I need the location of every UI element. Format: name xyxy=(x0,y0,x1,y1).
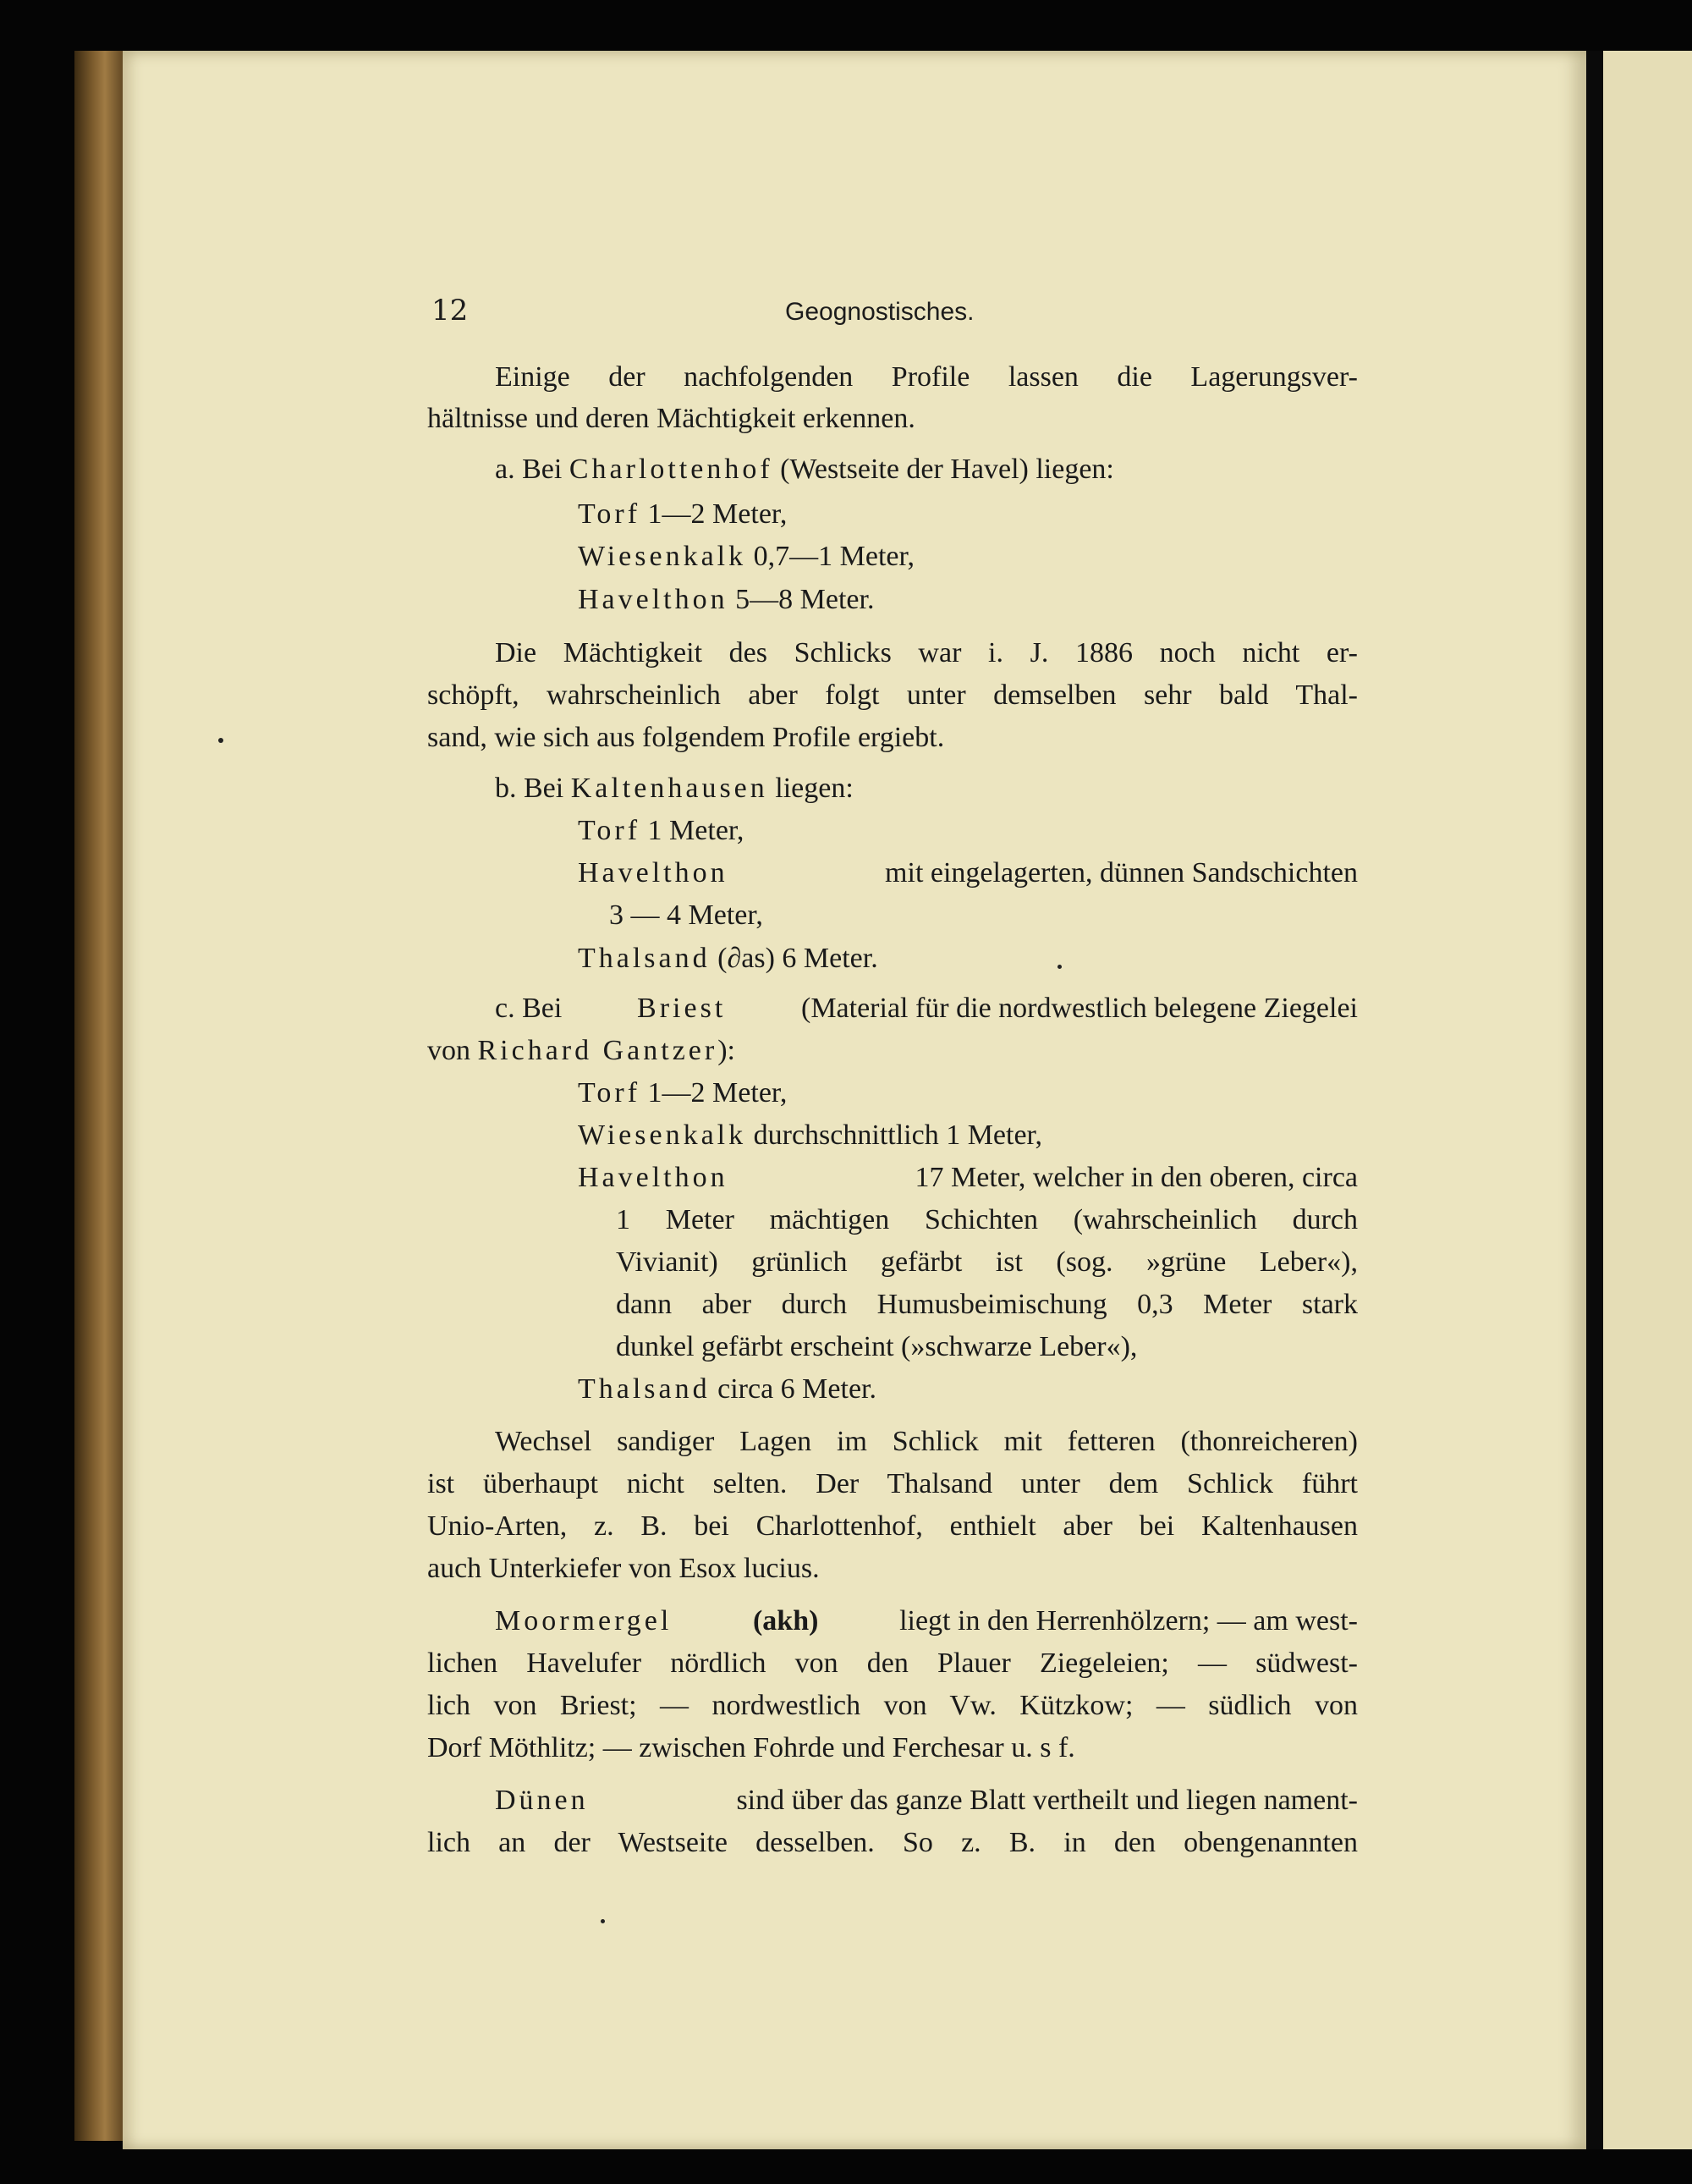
text-line: hältnisse und deren Mächtigkeit erkennen. xyxy=(427,403,915,434)
layer-value: 17 Meter, welcher in den oberen, circa xyxy=(915,1162,1358,1193)
layer-value: (∂as) 6 Meter. xyxy=(717,943,878,974)
text-line: 1 Meter mächtigen Schichten (wahrscheinlich durch xyxy=(616,1204,1358,1235)
section-rest: ): xyxy=(717,1035,736,1066)
section-c-line2 xyxy=(427,1031,735,1070)
layer-term: Wiesenkalk xyxy=(578,1120,747,1151)
place-name: Charlottenhof xyxy=(569,454,773,485)
section-rest: (Material für die nordwestlich belegene Ziegelei xyxy=(801,993,1358,1024)
layer-term: Havelthon xyxy=(578,584,728,615)
text-line: schöpft, wahrscheinlich aber folgt unter demselben sehr bald Thal- xyxy=(427,679,1358,711)
text-line: lichen Havelufer nördlich von den Plauer Ziegeleien; — südwest- xyxy=(427,1648,1358,1679)
layer-term: Torf xyxy=(578,1077,641,1109)
page-number: 12 xyxy=(431,294,469,327)
section-lead: von xyxy=(427,1035,470,1066)
profile-item xyxy=(578,1370,876,1409)
deposit-term: Dünen xyxy=(495,1785,589,1816)
place-name: Briest xyxy=(637,993,727,1024)
ink-speck xyxy=(218,738,223,743)
text-line: Wechsel sandiger Lagen im Schlick mit fetteren (thonreicheren) xyxy=(495,1426,1358,1457)
text-line: ist überhaupt nicht selten. Der Thalsand unter dem Schlick führt xyxy=(427,1468,1358,1499)
text-line: Vivianit) grünlich gefärbt ist (sog. »grüne Leber«), xyxy=(616,1246,1358,1278)
profile-item xyxy=(578,1074,787,1113)
layer-value: 1—2 Meter, xyxy=(647,1077,788,1109)
moormergel-line xyxy=(495,1602,1358,1641)
text-line: sand, wie sich aus folgendem Profile ergiebt. xyxy=(427,722,945,753)
text-line: Unio-Arten, z. B. bei Charlottenhof, enthielt aber bei Kaltenhausen xyxy=(427,1510,1358,1542)
adjacent-page-edge xyxy=(1603,51,1692,2149)
layer-value: circa 6 Meter. xyxy=(717,1373,876,1405)
profile-item xyxy=(578,495,787,534)
profile-item xyxy=(578,537,915,576)
text-segment: sind über das ganze Blatt vertheilt und liegen nament- xyxy=(736,1785,1358,1816)
section-rest: (Westseite der Havel) liegen: xyxy=(780,454,1114,485)
section-rest: liegen: xyxy=(775,773,854,804)
place-name: Kaltenhausen xyxy=(570,773,768,804)
layer-value: mit eingelagerten, dünnen Sandschichten xyxy=(885,857,1358,888)
section-a-heading xyxy=(495,450,1114,489)
text-line: Dorf Möthlitz; — zwischen Fohrde und Ferchesar u. s f. xyxy=(427,1732,1075,1763)
layer-term: Torf xyxy=(578,815,641,846)
profile-item xyxy=(578,939,878,978)
layer-term: Wiesenkalk xyxy=(578,541,747,572)
profile-item xyxy=(578,580,874,619)
text-segment: liegt in den Herrenhölzern; — am west- xyxy=(899,1605,1358,1637)
page-gutter xyxy=(1586,51,1603,2149)
text-line: auch Unterkiefer von Esox lucius. xyxy=(427,1553,820,1584)
layer-term: Thalsand xyxy=(578,943,711,974)
section-c-heading xyxy=(495,989,1358,1028)
layer-value: 1—2 Meter, xyxy=(647,498,788,530)
layer-value: 0,7—1 Meter, xyxy=(753,541,915,572)
layer-term: Torf xyxy=(578,498,641,530)
text-line: lich an der Westseite desselben. So z. B. in den obengenannten xyxy=(427,1827,1358,1858)
text-line: dunkel gefärbt erscheint (»schwarze Leber«), xyxy=(616,1331,1138,1362)
section-lead: c. Bei xyxy=(495,993,563,1024)
layer-value: 1 Meter, xyxy=(647,815,744,846)
profile-item xyxy=(578,1158,1358,1197)
deposit-term: Moormergel xyxy=(495,1605,673,1637)
text-line: Die Mächtigkeit des Schlicks war i. J. 1886 noch nicht er- xyxy=(495,637,1358,668)
map-symbol: (akh) xyxy=(752,1605,819,1637)
ink-speck xyxy=(1058,965,1062,969)
ink-speck xyxy=(601,1919,605,1923)
layer-term: Havelthon xyxy=(578,1162,728,1193)
text-line: lich von Briest; — nordwestlich von Vw. Kützkow; — südlich von xyxy=(427,1690,1358,1721)
profile-item xyxy=(578,1116,1042,1155)
text-line: dann aber durch Humusbeimischung 0,3 Meter stark xyxy=(616,1289,1358,1320)
person-name: Richard Gantzer xyxy=(477,1035,718,1066)
layer-value: 5—8 Meter. xyxy=(735,584,875,615)
layer-term: Thalsand xyxy=(578,1373,711,1405)
layer-value: durchschnittlich 1 Meter, xyxy=(753,1120,1043,1151)
section-lead: b. Bei xyxy=(495,773,564,804)
duenen-line xyxy=(495,1781,1358,1820)
text-line: Einige der nachfolgenden Profile lassen die Lagerungsver- xyxy=(495,361,1358,393)
profile-item-continuation: 3 — 4 Meter, xyxy=(609,899,763,931)
profile-item xyxy=(578,854,1358,893)
book-spine xyxy=(74,51,125,2141)
section-b-heading xyxy=(495,769,854,808)
layer-term: Havelthon xyxy=(578,857,728,888)
section-lead: a. Bei xyxy=(495,454,563,485)
profile-item xyxy=(578,811,744,850)
running-title: Geognostisches. xyxy=(785,298,975,326)
